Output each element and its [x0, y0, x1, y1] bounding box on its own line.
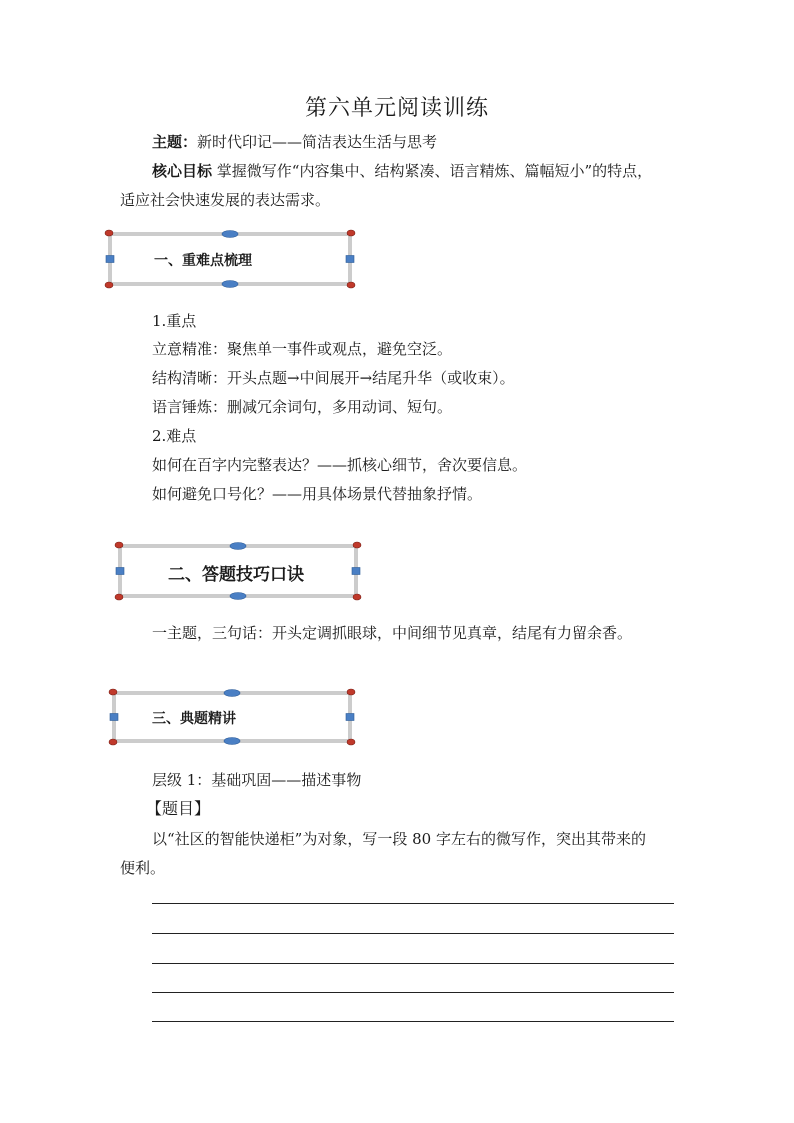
frame-mid-oval — [230, 543, 246, 550]
frame-corner-dot — [353, 594, 361, 600]
section-heading-2: 二、答题技巧口诀 — [168, 565, 304, 585]
theme-label: 主题： — [152, 133, 198, 151]
core-goal-line — [152, 161, 652, 181]
frame-mid-oval — [224, 738, 240, 745]
core-goal-text: 掌握微写作“内容集中、结构紧凑、语言精炼、篇幅短小”的特点， — [216, 162, 653, 180]
frame-mid-oval — [222, 281, 238, 288]
frame-side-square — [346, 256, 354, 263]
frame-corner-dot — [347, 282, 355, 288]
key-points-heading: 1.重点 — [152, 312, 197, 330]
section-frame-2 — [116, 542, 360, 600]
difficult-point-item: 如何避免口号化？——用具体场景代替抽象抒情。 — [152, 485, 483, 503]
frame-mid-oval — [230, 593, 246, 600]
frame-side-square — [106, 256, 114, 263]
answer-line — [152, 1021, 674, 1022]
section-heading-3: 三、典题精讲 — [152, 711, 236, 727]
frame-side-square — [346, 714, 354, 721]
frame-corner-dot — [347, 230, 355, 236]
frame-corner-dot — [115, 542, 123, 548]
section-heading-1: 一、重难点梳理 — [154, 253, 252, 269]
frame-mid-oval — [224, 690, 240, 697]
section-frame-1 — [106, 230, 354, 288]
key-point-item: 语言锤炼：删减冗余词句，多用动词、短句。 — [152, 398, 453, 416]
theme-line — [152, 132, 437, 152]
key-point-item: 立意精准：聚焦单一事件或观点，避免空泛。 — [152, 340, 453, 358]
frame-corner-dot — [115, 594, 123, 600]
page-title: 第六单元阅读训练 — [304, 96, 489, 121]
answer-line — [152, 992, 674, 993]
formula-text: 一主题，三句话：开头定调抓眼球，中间细节见真章，结尾有力留余香。 — [152, 624, 633, 642]
frame-corner-dot — [109, 739, 117, 745]
frame-corner-dot — [347, 689, 355, 695]
question-text: 以“社区的智能快递柜”为对象，写一段 80 字左右的微写作，突出其带来的 — [152, 830, 646, 848]
key-point-item: 结构清晰：开头点题→中间展开→结尾升华（或收束）。 — [152, 369, 515, 387]
frame-side-square — [110, 714, 118, 721]
frame-corner-dot — [353, 542, 361, 548]
frame-side-square — [352, 568, 360, 575]
theme-text: 新时代印记——简洁表达生活与思考 — [197, 133, 438, 151]
question-continuation: 便利。 — [120, 859, 166, 877]
frame-corner-dot — [109, 689, 117, 695]
frame-corner-dot — [105, 282, 113, 288]
core-goal-label: 核心目标 — [152, 162, 213, 180]
question-tag: 【题目】 — [146, 799, 211, 818]
section-frame-3 — [110, 689, 354, 745]
answer-line — [152, 933, 674, 934]
frame-corner-dot — [105, 230, 113, 236]
frame-mid-oval — [222, 231, 238, 238]
answer-line — [152, 963, 674, 964]
difficult-points-heading: 2.难点 — [152, 427, 197, 445]
answer-line — [152, 903, 674, 904]
frame-side-square — [116, 568, 124, 575]
example-level: 层级 1：基础巩固——描述事物 — [152, 771, 362, 789]
difficult-point-item: 如何在百字内完整表达？——抓核心细节，舍次要信息。 — [152, 456, 528, 474]
core-goal-continuation: 适应社会快速发展的表达需求。 — [120, 191, 331, 209]
frame-corner-dot — [347, 739, 355, 745]
